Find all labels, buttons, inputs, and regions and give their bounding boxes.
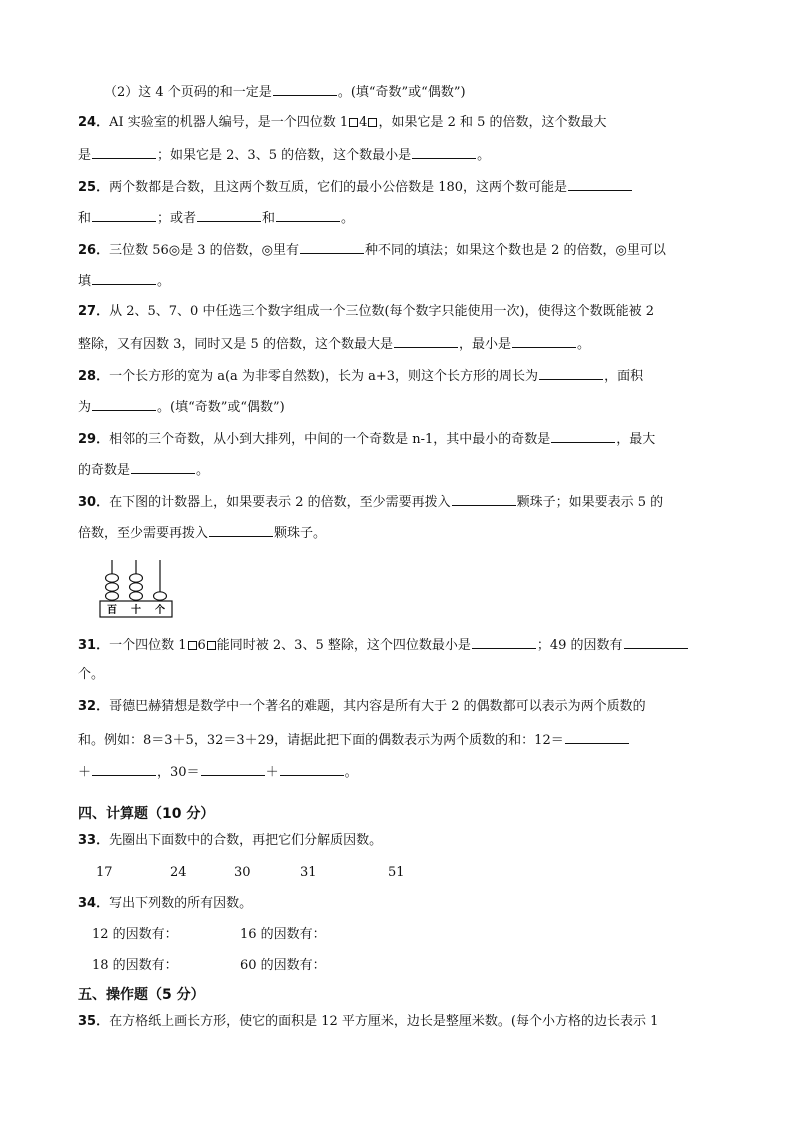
square-icon (368, 118, 377, 127)
q30-blank-1[interactable] (452, 492, 516, 506)
q23-part2-line (104, 82, 466, 102)
q28-line2-a: 为 (78, 400, 92, 415)
q31-line2: 个。 (78, 667, 105, 682)
abacus-bead (130, 592, 143, 600)
q28-line2-b: 。(填“奇数”或“偶数”) (157, 400, 285, 415)
q34-item-16: 16 的因数有： (240, 927, 326, 942)
q31-number: 31． (78, 638, 110, 653)
q33-numbers (96, 864, 496, 882)
q23-part2-text-a: （2）这 4 个页码的和一定是 (104, 85, 272, 100)
q34-line (78, 895, 252, 913)
q28-line1 (78, 366, 643, 386)
q33-number-24: 24 (170, 865, 187, 880)
q32-line3-b: ，30＝ (157, 765, 200, 780)
q26-line1 (78, 240, 666, 260)
abacus-bead (130, 583, 143, 591)
q32-line2 (78, 730, 630, 750)
q33-number-30: 30 (234, 865, 251, 880)
q27-line1 (78, 303, 654, 321)
q25-blank-3[interactable] (197, 208, 261, 222)
abacus-beads (106, 574, 167, 600)
q33-number-31: 31 (300, 865, 317, 880)
q27-blank-1[interactable] (394, 334, 458, 348)
q30-text-b: 颗珠子；如果要表示 5 的 (516, 495, 664, 510)
q25-line2 (78, 208, 354, 228)
abacus-label-ones: 个 (155, 605, 165, 616)
q28-blank-1[interactable] (539, 366, 603, 380)
q31-blank-2[interactable] (624, 635, 688, 649)
square-icon (188, 641, 197, 650)
q32-blank-1[interactable] (565, 730, 629, 744)
q27-line2-a: 整除，又有因数 3，同时又是 5 的倍数，这个数最大是 (78, 337, 393, 352)
q35-line (78, 1013, 658, 1031)
abacus-figure (98, 555, 178, 625)
q24-blank-1[interactable] (92, 145, 156, 159)
q25-number: 25． (78, 180, 110, 195)
q29-blank-2[interactable] (131, 460, 195, 474)
q34-item-12: 12 的因数有： (92, 927, 178, 942)
q29-number: 29． (78, 432, 110, 447)
abacus-bead (106, 592, 119, 600)
q28-line2 (78, 397, 285, 417)
q31-text-d: ；49 的因数有 (536, 638, 623, 653)
q31-line1 (78, 635, 689, 655)
q27-text: 从 2、5、7、0 中任选三个数字组成一个三位数(每个数字只能使用一次)，使得这个数既能被 2 (109, 304, 654, 319)
q24-line1 (78, 114, 607, 132)
square-icon (207, 641, 216, 650)
q24-line2-b: ；如果它是 2、3、5 的倍数，这个数最小是 (157, 148, 412, 163)
q34-row2 (92, 957, 492, 975)
q32-line3-d: 。 (344, 765, 358, 780)
q25-blank-1[interactable] (568, 177, 632, 191)
q34-number: 34． (78, 896, 110, 911)
q23-part2-text-b: 。(填“奇数”或“偶数”) (337, 85, 466, 100)
q32-text: 哥德巴赫猜想是数学中一个著名的难题，其内容是所有大于 2 的偶数都可以表示为两个质数的 (109, 699, 646, 714)
abacus-bead (106, 574, 119, 582)
q24-text-b: 4 (359, 115, 368, 130)
q35-number: 35． (78, 1014, 110, 1029)
q25-blank-2[interactable] (92, 208, 156, 222)
q23-part2-blank[interactable] (273, 82, 337, 96)
q27-line2 (78, 334, 590, 354)
q34-item-60: 60 的因数有： (240, 958, 326, 973)
q32-line3-a: ＋ (78, 765, 92, 780)
abacus-bead (154, 592, 167, 600)
q25-line1 (78, 177, 633, 197)
q25-line2-b: ；或者 (157, 211, 197, 226)
q26-number: 26． (78, 243, 110, 258)
q30-line2-a: 倍数，至少需要再拨入 (78, 526, 209, 541)
q32-blank-4[interactable] (280, 762, 344, 776)
q30-line1 (78, 492, 663, 512)
q29-text-a: 相邻的三个奇数，从小到大排列，中间的一个奇数是 n-1，其中最小的奇数是 (109, 432, 551, 447)
q34-text: 写出下列数的所有因数。 (109, 896, 253, 911)
q30-line2 (78, 523, 326, 543)
q27-line2-b: ，最小是 (458, 337, 511, 352)
q30-number: 30． (78, 495, 110, 510)
q33-number-17: 17 (96, 865, 113, 880)
q32-blank-3[interactable] (201, 762, 265, 776)
q31-blank-1[interactable] (472, 635, 536, 649)
q28-text-a: 一个长方形的宽为 a(a 为非零自然数)，长为 a+3，则这个长方形的周长为 (109, 369, 539, 384)
q29-line1 (78, 429, 655, 449)
abacus-bead (106, 583, 119, 591)
q33-text: 先圈出下面数中的合数，再把它们分解质因数。 (109, 833, 383, 848)
section4-heading: 四、计算题（10 分） (78, 806, 215, 822)
q29-blank-1[interactable] (551, 429, 615, 443)
q26-line2-b: 。 (157, 274, 171, 289)
q31-text-a: 一个四位数 1 (109, 638, 187, 653)
q32-number: 32． (78, 699, 110, 714)
q24-line2 (78, 145, 490, 165)
q32-line1 (78, 698, 646, 716)
q32-line3 (78, 762, 358, 782)
q29-text-b: ，最大 (616, 432, 656, 447)
q24-number: 24． (78, 115, 110, 130)
q28-blank-2[interactable] (92, 397, 156, 411)
q32-line2-a: 和。例如：8＝3＋5，32＝3＋29，请据此把下面的偶数表示为两个质数的和：12＝ (78, 733, 564, 748)
q25-blank-4[interactable] (276, 208, 340, 222)
abacus-bead (130, 574, 143, 582)
q28-number: 28． (78, 369, 110, 384)
q24-text-a: AI 实验室的机器人编号，是一个四位数 1 (109, 115, 349, 130)
q30-line2-b: 颗珠子。 (274, 526, 327, 541)
section5-heading: 五、操作题（5 分） (78, 987, 205, 1003)
q31-line2 (78, 666, 104, 684)
q31-text-c: 能同时被 2、3、5 整除，这个四位数最小是 (216, 638, 471, 653)
q32-blank-2[interactable] (92, 762, 156, 776)
q25-line2-a: 和 (78, 211, 92, 226)
q26-blank-1[interactable] (300, 240, 364, 254)
q30-text-a: 在下图的计数器上，如果要表示 2 的倍数，至少需要再拨入 (109, 495, 451, 510)
q26-line2 (78, 271, 170, 291)
q34-item-18: 18 的因数有： (92, 958, 178, 973)
q29-line2-b: 。 (196, 463, 210, 478)
q29-line2-a: 的奇数是 (78, 463, 131, 478)
q26-text-a: 三位数 56◎是 3 的倍数，◎里有 (109, 243, 299, 258)
q29-line2 (78, 460, 209, 480)
q27-blank-2[interactable] (512, 334, 576, 348)
q24-line2-a: 是 (78, 148, 92, 163)
q25-text: 两个数都是合数，且这两个数互质，它们的最小公倍数是 180，这两个数可能是 (109, 180, 568, 195)
q34-row1 (92, 926, 492, 944)
q33-number-51: 51 (388, 865, 405, 880)
q28-text-b: ，面积 (604, 369, 644, 384)
q33-number: 33． (78, 833, 110, 848)
abacus-label-hundreds: 百 (107, 605, 117, 616)
q33-line (78, 832, 382, 850)
q25-line2-c: 和 (262, 211, 276, 226)
q24-text-c: ，如果它是 2 和 5 的倍数，这个数最大 (378, 115, 607, 130)
q24-blank-2[interactable] (412, 145, 476, 159)
q25-line2-d: 。 (341, 211, 355, 226)
q30-blank-2[interactable] (209, 523, 273, 537)
q35-text: 在方格纸上画长方形，使它的面积是 12 平方厘米，边长是整厘米数。(每个小方格的边长表示 1 (109, 1014, 659, 1029)
q27-line2-c: 。 (576, 337, 590, 352)
q31-text-b: 6 (197, 638, 206, 653)
square-icon (349, 118, 358, 127)
abacus-label-tens: 十 (131, 605, 141, 616)
q26-blank-2[interactable] (92, 271, 156, 285)
q26-line2-a: 填 (78, 274, 92, 289)
q32-line3-c: ＋ (265, 765, 279, 780)
q24-line2-c: 。 (477, 148, 491, 163)
q26-text-b: 种不同的填法；如果这个数也是 2 的倍数，◎里可以 (365, 243, 666, 258)
q27-number: 27． (78, 304, 110, 319)
